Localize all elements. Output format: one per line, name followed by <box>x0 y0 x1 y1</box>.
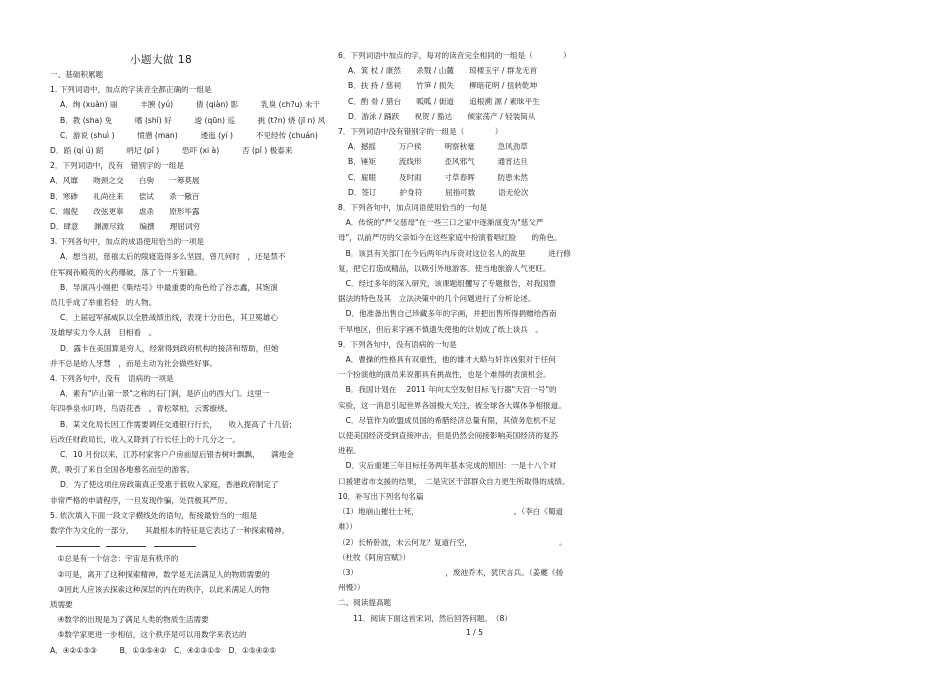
text-line: 后改任财政局长，收入又降到了行长任上的十几分之一。 <box>50 434 240 444</box>
section-heading: 二、阅读提高题 <box>338 598 392 608</box>
option-line: C．经过多年的深入研究，该课题组攫写了专题报告，对我国票 <box>338 279 556 289</box>
question-4: 4. 下列各句中，没有 语病的一项是 <box>50 374 174 384</box>
answer-options: A．④②①⑤③ B．①③⑤④② C．④②③①⑤ D．①⑤④②⑤ <box>50 645 277 655</box>
option-line: C．端倪 改弦更辜 虐杀 原形毕露 <box>50 206 200 216</box>
page-title: 小题大做 18 <box>130 54 193 66</box>
option-line: A．素有"庐山第一景"之称的石门涧，是庐山的西大门。这里一 <box>60 389 270 399</box>
left-column <box>50 67 340 658</box>
sentence-option: ⑤数学家更进一步相信，这个秩序是可以用数学来表达的 <box>50 630 247 640</box>
option-line: D．灾后重建三年目标任务两年基本完成的原因：一是十八个对 <box>338 461 557 471</box>
text-line: 员几乎成了举重若轻 的人物。 <box>50 298 157 308</box>
fill-in-line[interactable]: （1）地崩山摧壮士死， 。（李白《蜀道 <box>338 507 564 517</box>
question-1: 1. 下列词语中，加点的字读音全都正确的一组是 <box>50 85 212 95</box>
option-line: B．导演冯小刚把《集结号》中最重要的角色给了谷志鑫，其饱演 <box>60 282 278 292</box>
section-heading: 一、基础积累题 <box>50 70 104 79</box>
question-9: 9．下列各句中，没有语病的一句是 <box>338 339 457 349</box>
answer-blanks[interactable] <box>50 538 340 551</box>
option-line: D．为了使这项住房政策真正受惠于低收入家庭，香港政府制定了 <box>60 480 279 490</box>
text-line: 实验，这一消息引起世界各国极大关注，被全球各大媒体争相报道。 <box>338 400 566 410</box>
fill-in-line[interactable]: （3） ，废池乔木，犹厌言兵。（姜夔《扬 <box>338 567 564 577</box>
option-line: B．锤矩 流线形 歪风邪气 通宵达旦 <box>348 157 528 167</box>
text-line: 进程。 <box>338 446 361 456</box>
option-line: A．绚 (xuàn) 丽 丰腴 (yú) 倩 (qiàn) 影 乳臭 (ch?u) 未干 <box>60 100 320 110</box>
text-line: 住军阀孙殿英的火药爆破，落了个一片狼籍。 <box>50 267 202 277</box>
text-line: 干旱地区，但后来字画不慎遗失使他的计划成了纸上谈兵 。 <box>338 324 544 334</box>
text-line: 以使美国经济受到直接冲击，但是仍然会间接影响美国经济的复苏 <box>338 431 559 441</box>
option-line: A．想当初，慈禧太后的陵寝造得多么坚固，曾几何时 ，还是禁不 <box>60 252 286 262</box>
question-2: 2．下列词语中，没有 错别字的一组是 <box>50 161 184 171</box>
option-line: D．肆意 渊源尽致 编撰 理屈词穷 <box>50 222 201 232</box>
question-11: 11．阅读下面这首宋词，然后回答问题。 （8） <box>338 613 512 623</box>
answer-blank[interactable] <box>154 546 196 547</box>
option-line: B．教 (sha) 免 嗜 (shì) 好 逡 (qūn) 巡 挑 (t?n) 烧 (jī n) 风 <box>60 115 326 125</box>
text-line: 年四季泉水叮咚，鸟语花香 ，青松翠柏，云雾缭绕。 <box>50 404 233 414</box>
option-line: B．扶 持 / 慈祠 竹笋 / 损失 柳暗花明 / 扭转乾坤 <box>348 81 538 91</box>
option-line: C．上届冠军郝威队以全胜战绩出线，表现十分出色，其卫冕雄心 <box>60 313 278 323</box>
question-10: 10．补写出下列名句名篇 <box>338 491 424 501</box>
text-line: 并不总是给人牙慧 ，而是主动为社会做些好事。 <box>50 358 218 368</box>
answer-blank[interactable] <box>56 546 100 547</box>
option-line: C．游说 (shuì ) 愤懑 (man) 逶迤 (yí ) 不见经传 (chuán) <box>60 130 318 140</box>
text-line: 一个扮演他的演员来说都具有挑战性，也是个难得的表演机会。 <box>338 370 551 380</box>
text-line: （杜牧《阿房宫赋》） <box>338 552 411 562</box>
option-line: B．我国计划在 2011 年向太空发射目标飞行器"天宫一号"的 <box>338 385 557 395</box>
text-line: 黄，吸引了来自全国各地慕名而至的游客。 <box>50 465 195 475</box>
option-line: D．签订 护身符 屈指可数 语无伦次 <box>348 187 529 197</box>
sentence-option: ④数学的出现是为了满足人类的物质生活需要 <box>50 615 209 625</box>
fill-in-line[interactable]: （2）长桥卧波，未云何龙？复道行空， 。 <box>338 537 567 547</box>
sentence-option: ②可是，离开了这种探索精神，数学是无法满足人的物质需要的 <box>50 569 270 579</box>
text-line: 口援建省市支援的结果， 二是灾区干部群众自力更生所取得的成绩。 <box>338 476 570 486</box>
option-line: A．风靡 吻颈之交 白驹 一筹莫展 <box>50 176 200 186</box>
option-line: B．该县有关部门在今后两年内斥资对这位名人的故里 进行修 <box>338 248 572 258</box>
option-line: C．10 月份以来，江苏村家客户户房前屋后银杏树叶飘飘， 满地金 <box>60 450 294 460</box>
option-line: C．酌 骨 / 猎台 呱呱 / 街道 追根溯 源 / 素昧平生 <box>348 96 540 106</box>
question-7: 7．下列词语中没有错别字的一组是（ ） <box>338 127 503 137</box>
option-line: B．某文化局长因工作需要调任交通银行行长， 收入提高了十几倍; <box>60 419 292 429</box>
text-line: 质需要 <box>50 599 73 609</box>
text-line: 数学作为文化的一部分， 其最根本的特征是它表达了一种探索精神。 <box>50 526 290 536</box>
right-column <box>338 48 628 626</box>
text-line: 据法的特色及其 立法决策中的几个问题进行了分析论述。 <box>338 294 536 304</box>
text-line: 复，把它打造成精品，以吸引外地游客。使当地旅游人气更旺。 <box>338 263 551 273</box>
option-line: B．寒碜 礼尚往来 偿试 杀一儆百 <box>50 191 200 201</box>
option-line: C．雇眼 及时雨 寸草春晖 防患未然 <box>348 172 528 182</box>
text-line: 州慢》） <box>338 583 365 593</box>
text-line: 母"，以前严厉的父亲如今在这些家庭中扮演着唱红脸 的角色。 <box>338 233 562 243</box>
option-line: D．他准备出售自己珍藏多年的字画，并把出售所得捐赠给西南 <box>338 309 557 319</box>
option-line: A．传统的"严父慈母"在一些三口之家中逐渐演变为"慈父严 <box>338 218 544 228</box>
option-line: A．箕 杖 / 康然 杀戮 / 山麓 琼楼玉宇 / 群龙无首 <box>348 66 538 76</box>
text-line: 非常严格的申请程序，一旦发现作骗，处罚极其严厉。 <box>50 495 233 505</box>
question-8: 8．下列各句中，加点词语使用恰当的一句是 <box>338 203 488 213</box>
option-line: A．撼摇 万户侯 明察秋毫 急风劲草 <box>348 142 528 152</box>
option-line: D．露卡在美国算是穷人，经常得到政府机构的接济和帮助，但她 <box>60 343 279 353</box>
question-3: 3. 下列各句中，加点的成语使用恰当的一项是 <box>50 237 204 247</box>
question-6: 6．下列词语中加点的字，每对的读音完全相同的一组是（ ） <box>338 51 571 60</box>
question-5: 5. 依次填入下面一段文字横线处的语句，衔接最恰当的一组是 <box>50 510 258 520</box>
sentence-option: ③因此人应该去探索这种深层的内在的秩序，以此来满足人的物 <box>50 584 270 594</box>
option-line: A．曹操的性格具有双重性，他的雄才大略与奸诈凶狠对于任何 <box>338 355 556 365</box>
text-line: 及雄厚实力令人刮 目相看 。 <box>50 328 157 338</box>
page-number: 1 / 5 <box>466 628 483 637</box>
option-line: C．尽管作为欧盟成员国的希腊经济总量有限，其债务危机不足 <box>338 415 556 425</box>
option-line: D．蹈 (qí ú) 蹈 坍圮 (pǐ ) 恐吓 (xi à) 否 (pǐ ) 极泰来 <box>50 146 293 156</box>
text-line: 难》） <box>338 522 357 532</box>
option-line: D．游泳 / 踊跃 祝贺 / 豁达 倾家荡产 / 轻装简从 <box>348 111 536 121</box>
answer-blank[interactable] <box>106 546 146 547</box>
sentence-option: ①总是有一个信念：宇宙是有秩序的 <box>50 554 179 564</box>
